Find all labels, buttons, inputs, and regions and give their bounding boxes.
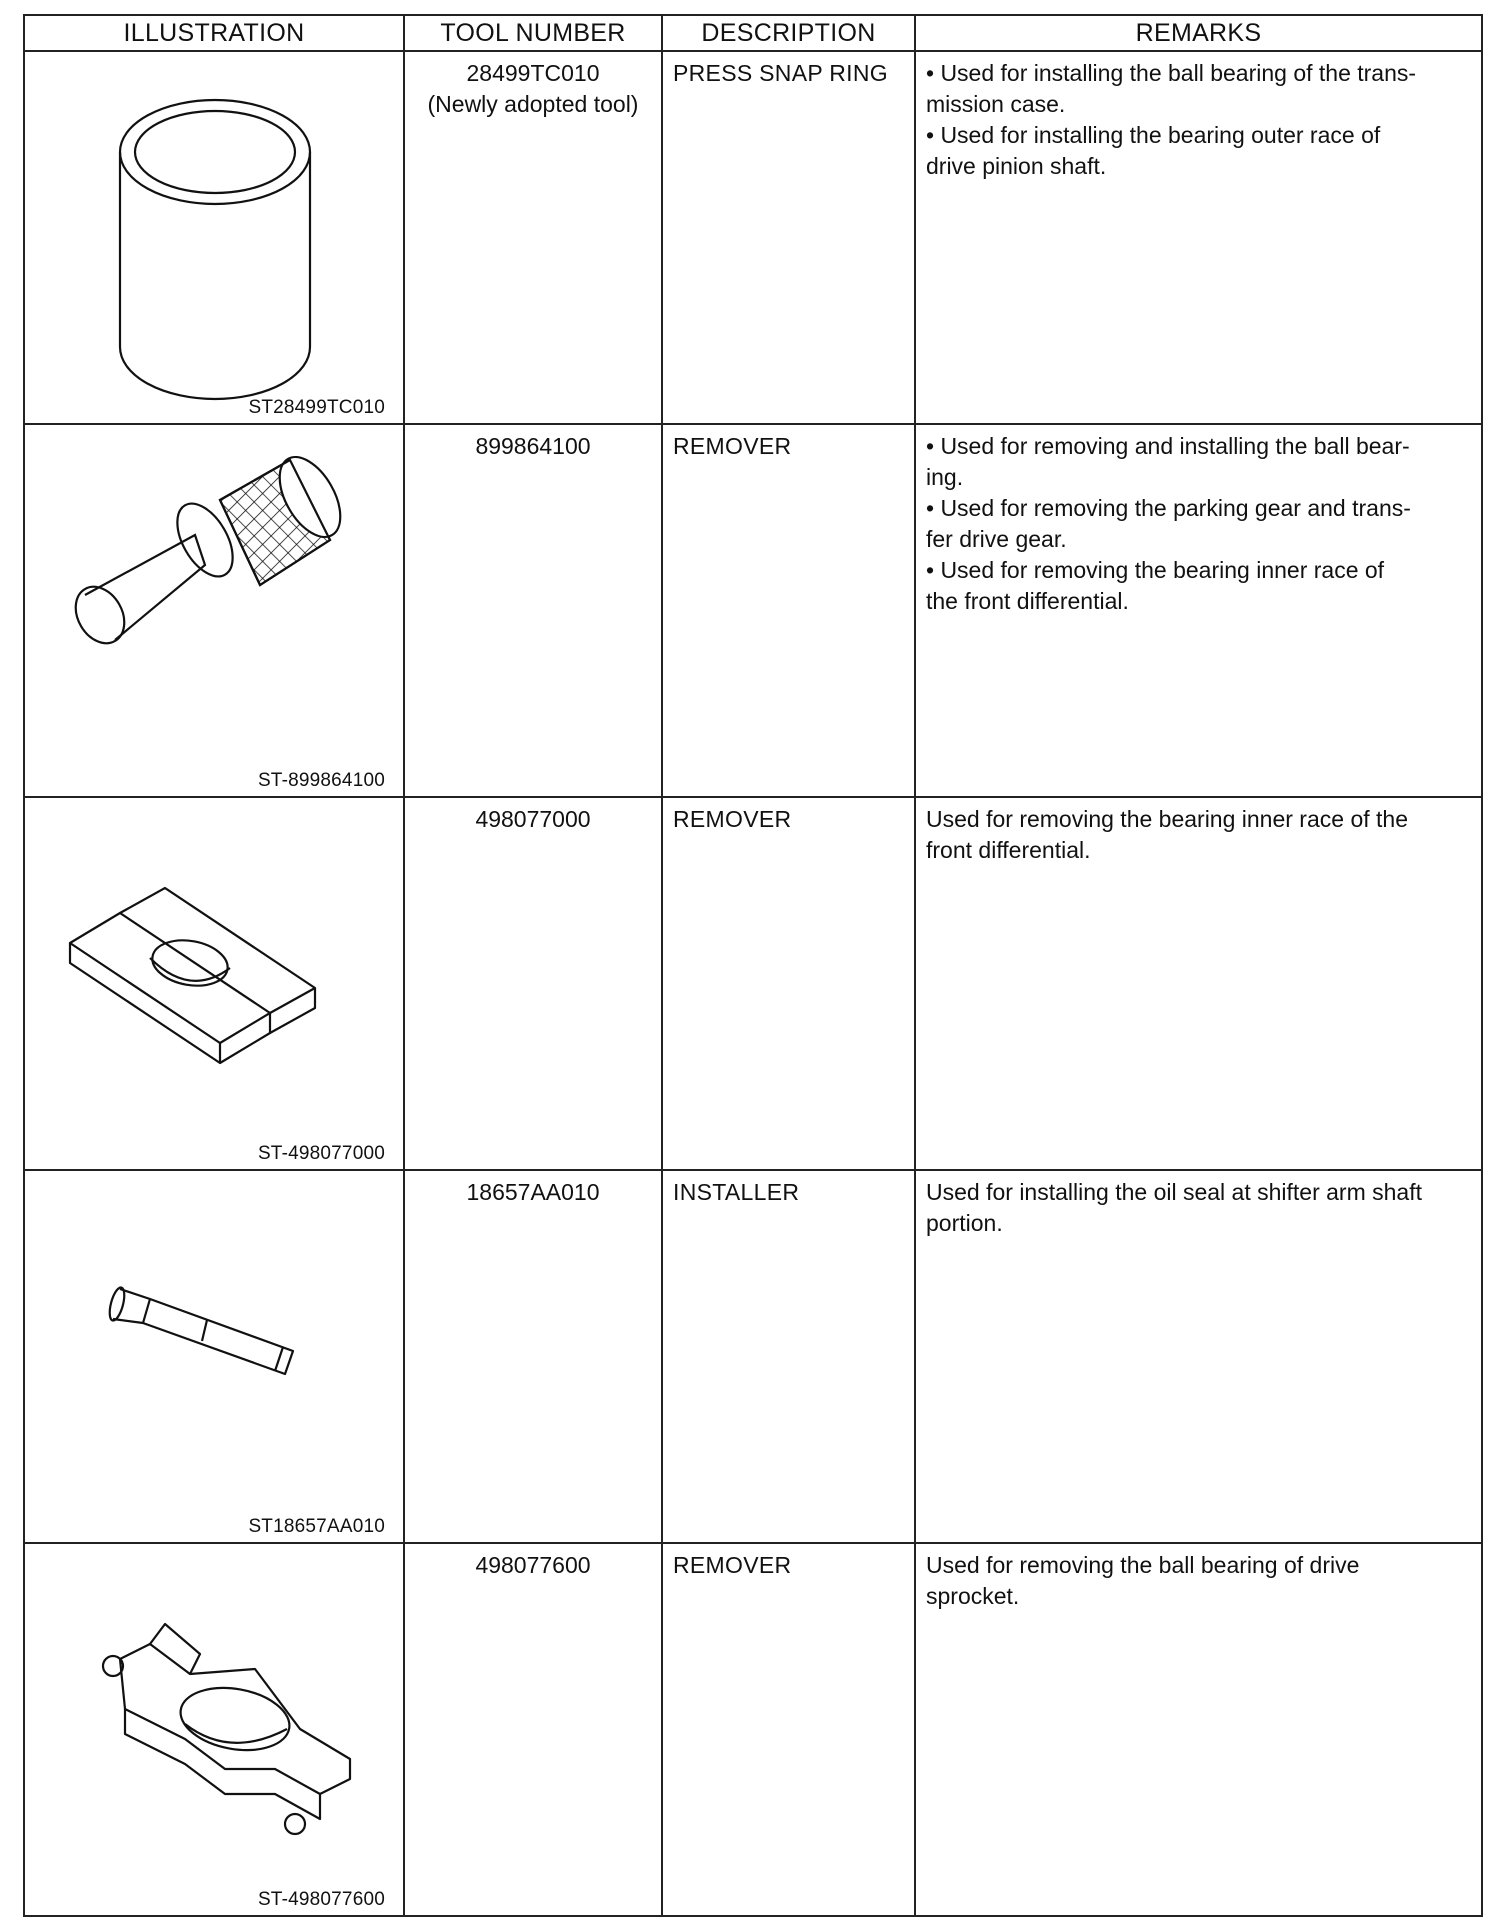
table-row — [24, 1170, 1482, 1543]
header-remarks: REMARKS — [915, 15, 1482, 51]
remarks-line: • Used for installing the bearing outer race of — [926, 122, 1381, 148]
remarks-line: front differential. — [926, 837, 1091, 863]
remarks-cell — [915, 51, 1482, 424]
tool-number: 899864100 — [475, 433, 591, 459]
description: PRESS SNAP RING — [673, 60, 888, 86]
split-remover-plate-illustration — [25, 798, 405, 1169]
description: REMOVER — [673, 433, 792, 459]
special-tools-table — [23, 14, 1483, 1917]
remarks-line: • Used for removing and installing the ball bear- — [926, 433, 1410, 459]
remarks-cell — [915, 1543, 1482, 1916]
illustration-cell — [24, 1543, 404, 1916]
description-cell — [662, 424, 915, 797]
tool-number-cell — [404, 424, 662, 797]
remarks-line: Used for removing the bearing inner race of the — [926, 806, 1408, 832]
tool-number-cell — [404, 1170, 662, 1543]
remarks-line: sprocket. — [926, 1583, 1020, 1609]
header-description: DESCRIPTION — [662, 15, 915, 51]
tool-number-cell — [404, 51, 662, 424]
remarks-line: • Used for removing the bearing inner race of — [926, 557, 1385, 583]
description-cell — [662, 51, 915, 424]
description-cell — [662, 1170, 915, 1543]
remarks-line: ing. — [926, 464, 964, 490]
illustration-code: ST-498077000 — [257, 1143, 385, 1164]
header-tool-number: TOOL NUMBER — [404, 15, 662, 51]
tool-number-cell — [404, 1543, 662, 1916]
remarks-line: mission case. — [926, 91, 1066, 117]
remarks-line: • Used for removing the parking gear and trans- — [926, 495, 1411, 521]
table-row — [24, 1543, 1482, 1916]
illustration-code: ST18657AA010 — [248, 1516, 385, 1537]
remarks-line: fer drive gear. — [926, 526, 1067, 552]
remarks-cell — [915, 424, 1482, 797]
split-remover-clamp-illustration — [25, 1544, 405, 1915]
illustration-cell — [24, 424, 404, 797]
description-cell — [662, 797, 915, 1170]
description: REMOVER — [673, 1552, 792, 1578]
illustration-code: ST-498077600 — [257, 1889, 385, 1910]
installer-rod-illustration — [25, 1171, 405, 1542]
illustration-code: ST-899864100 — [257, 770, 385, 791]
illustration-code: ST28499TC010 — [248, 397, 385, 418]
tool-number: 498077000 — [475, 806, 591, 832]
remarks-line: the front differential. — [926, 588, 1129, 614]
remarks-line: Used for installing the oil seal at shifter arm shaft — [926, 1179, 1423, 1205]
tool-number: 28499TC010 — [466, 60, 600, 86]
illustration-cell — [24, 1170, 404, 1543]
remarks-line: • Used for installing the ball bearing of the trans- — [926, 60, 1417, 86]
table-row — [24, 51, 1482, 424]
press-snap-ring-illustration — [25, 52, 405, 423]
header-row — [24, 15, 1482, 51]
table-row — [24, 797, 1482, 1170]
remarks-cell — [915, 797, 1482, 1170]
illustration-cell — [24, 797, 404, 1170]
description-cell — [662, 1543, 915, 1916]
remarks-line: Used for removing the ball bearing of drive — [926, 1552, 1360, 1578]
illustration-cell — [24, 51, 404, 424]
tool-number: 18657AA010 — [466, 1179, 600, 1205]
remover-shaft-illustration — [25, 425, 405, 796]
remarks-line: drive pinion shaft. — [926, 153, 1107, 179]
header-illustration: ILLUSTRATION — [24, 15, 404, 51]
description: REMOVER — [673, 806, 792, 832]
tool-number: 498077600 — [475, 1552, 591, 1578]
tool-note: (Newly adopted tool) — [427, 91, 639, 117]
remarks-cell — [915, 1170, 1482, 1543]
description: INSTALLER — [673, 1179, 800, 1205]
table-row — [24, 424, 1482, 797]
remarks-line: portion. — [926, 1210, 1003, 1236]
tool-number-cell — [404, 797, 662, 1170]
